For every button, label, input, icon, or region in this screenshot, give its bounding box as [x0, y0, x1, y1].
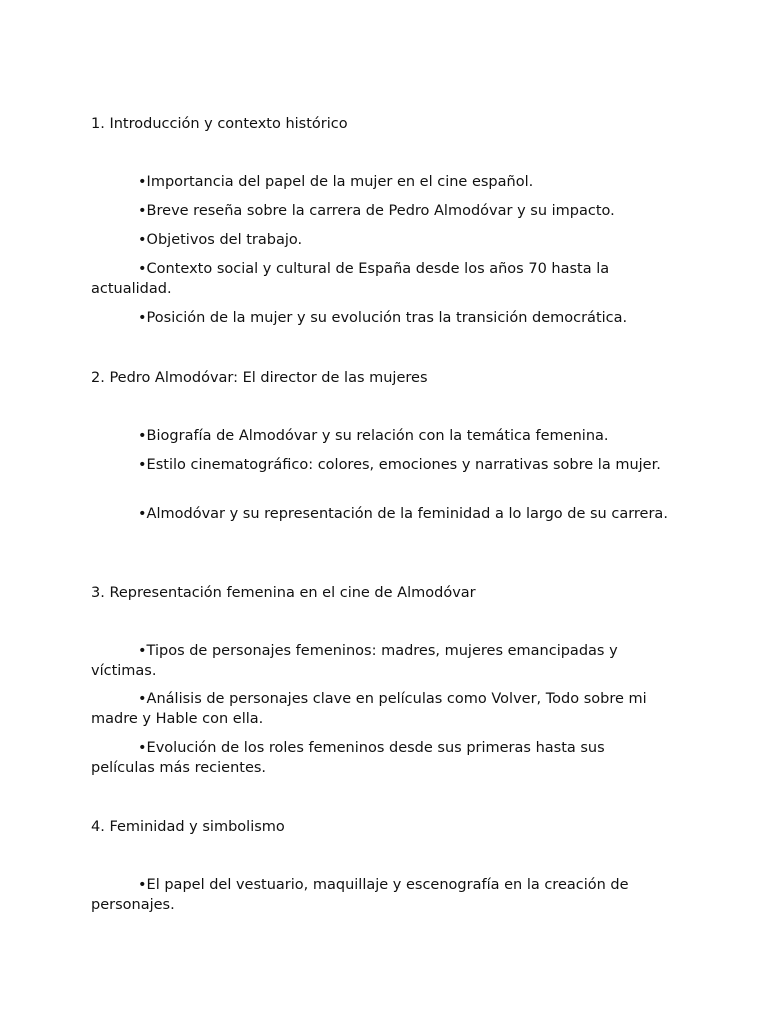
- section-heading-4: 4. Feminidad y simbolismo: [91, 819, 285, 835]
- bullet-item: •Biografía de Almodóvar y su relación con la temática femenina.: [138, 428, 609, 444]
- bullet-item: •Evolución de los roles femeninos desde sus primeras hasta sus películas más recientes.: [91, 740, 605, 776]
- section-heading-3: 3. Representación femenina en el cine de Almodóvar: [91, 585, 476, 601]
- section-heading-2: 2. Pedro Almodóvar: El director de las mujeres: [91, 370, 428, 386]
- section-heading-1: 1. Introducción y contexto histórico: [91, 116, 348, 132]
- bullet-item: •Almodóvar y su representación de la feminidad a lo largo de su carrera.: [138, 506, 668, 522]
- bullet-item: •Contexto social y cultural de España desde los años 70 hasta la actualidad.: [91, 261, 610, 297]
- bullet-item: •Posición de la mujer y su evolución tras la transición democrática.: [138, 310, 628, 326]
- bullet-item: •Breve reseña sobre la carrera de Pedro Almodóvar y su impacto.: [138, 203, 615, 219]
- bullet-item: •Tipos de personajes femeninos: madres, mujeres emancipadas y víctimas.: [91, 643, 618, 679]
- bullet-item: •Análisis de personajes clave en películas como Volver, Todo sobre mi madre y Hable con ella.: [91, 691, 647, 727]
- bullet-item: •Objetivos del trabajo.: [138, 232, 303, 248]
- bullet-item: •Importancia del papel de la mujer en el cine español.: [138, 174, 534, 190]
- bullet-item: •Estilo cinematográfico: colores, emociones y narrativas sobre la mujer.: [138, 457, 661, 473]
- bullet-item: •El papel del vestuario, maquillaje y escenografía en la creación de personajes.: [91, 877, 629, 913]
